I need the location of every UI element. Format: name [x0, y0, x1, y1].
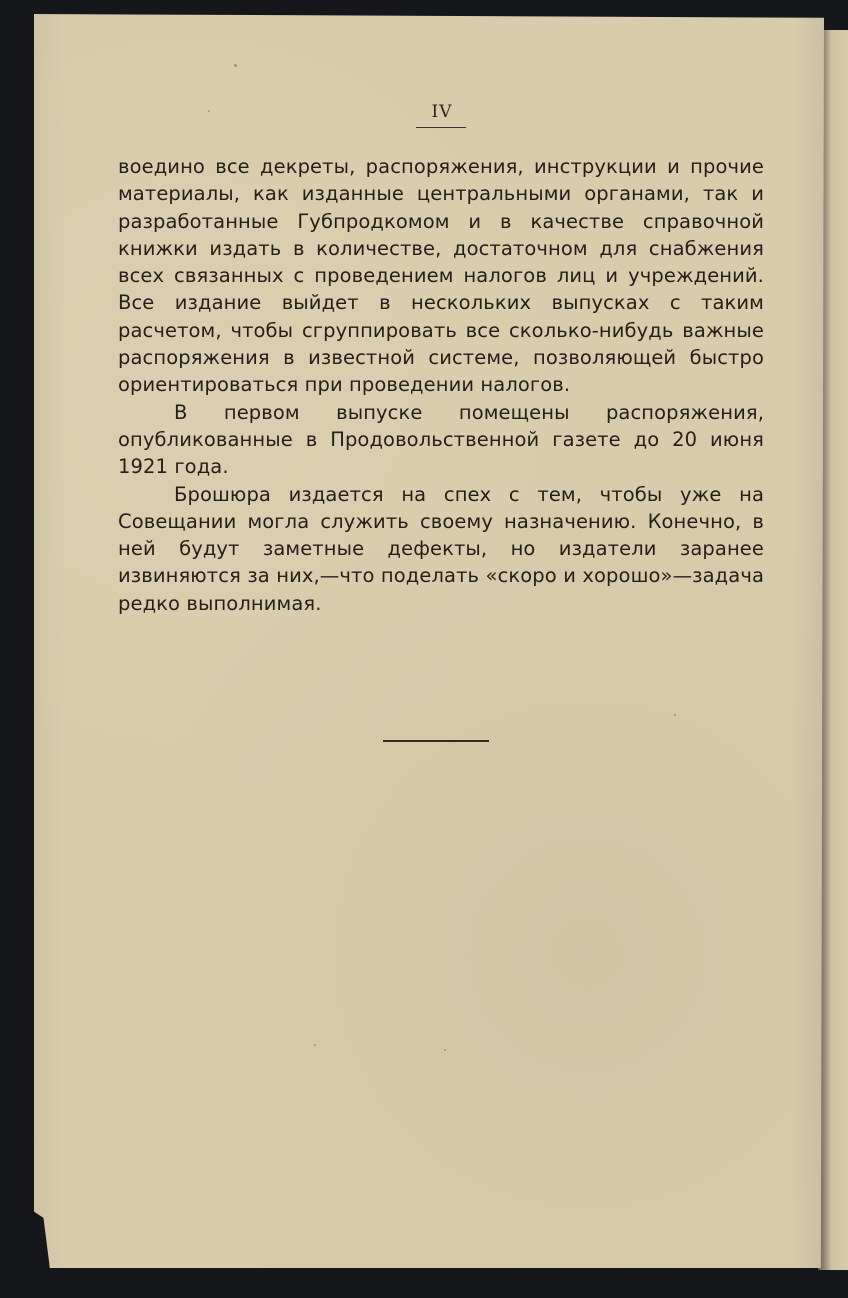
paragraph-3: Брошюра издается на спех с тем, чтобы уже на Совещании могла служить своему назначению. Конечно, в ней будут заметные дефекты, но издатели заранее извиняются за них,—что поделать «скоро и хорошо»—задача редко выполнимая.	[118, 482, 764, 615]
paragraph-1: воединo все декреты, распоряжения, инструкции и прочие материалы, как изданные центральными органами, так и разработанные Губпродкомом и в качестве справочной книжки издать в количестве, достаточном для снабжения всех связанных с проведением налогов лиц и учреждений. Все издание выйдет в нескольких выпусках с таким расчетом, чтобы сгруппировать все сколько-нибудь важные распоряжения в известной системе, позволяющей быстро ориентироваться при проведении налогов.	[118, 155, 764, 397]
page-number-underline	[416, 127, 466, 128]
page-number: IV	[431, 102, 453, 122]
closing-rule	[383, 740, 489, 742]
body-text	[118, 153, 764, 617]
paragraph-2: В первом выпуске помещены распоряжения, опубликованные в Продовольственной газете до 20 июня 1921 года.	[118, 400, 764, 479]
